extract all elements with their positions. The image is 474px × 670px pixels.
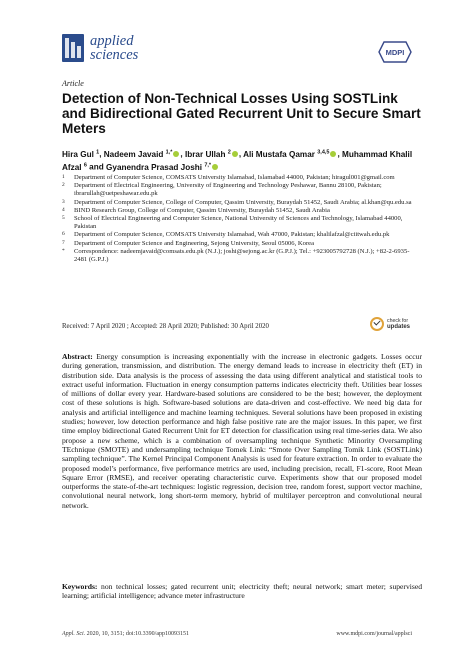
paper-title: Detection of Non-Technical Losses Using SOSTLink and Bidirectional Gated Recurrent Unit to Secure Smart Meters xyxy=(62,91,421,136)
orcid-icon[interactable] xyxy=(232,151,238,157)
page-footer xyxy=(62,631,412,637)
affiliation-item: 7 Department of Computer Science and Engineering, Sejong University, Seoul 05006, Korea xyxy=(62,239,315,247)
keywords-text: non technical losses; gated recurrent unit; electricity theft; neural network; smart meter; supervised learning; artificial intelligence; advance meter infrastructure xyxy=(62,582,422,601)
affiliation-item: 1 Department of Computer Science, COMSATS University Islamabad, Islamabad 44000, Pakistan; hiragul001@gmail.com xyxy=(62,174,395,181)
abstract-text: Energy consumption is increasing exponentially with the increase in electronic gadgets. Losses occur during generation, transmission, and distribution. The energy demand leads to increase in electricity theft (ET) in distribution side. Data analysis is the process of assessing the data using different analytical and statistical tools to extract useful information. Fluctuation in energy consumption patterns indicates electricity theft. Utilities bear losses of millions of dollar every year. Hardware-based solutions are considered to be the best; however, the deployment cost of these solutions is high. Software-based solutions are data-driven and cost-effective. We need big data for analysis and artificial intelligence and machine learning techniques. Several solutions have been proposed in existing studies; however, low detection performance and high false positive rate are the major issues. In this paper, we first time employ bidirectional Gated Recurrent Unit for ET detection for classification using real time-series data. We also propose a new scheme, which is a combination of oversampling technique Synthetic Minority Oversampling TEchnique (SMOTE) and undersampling technique Tomek Link: “Smote Over Sampling Tomik Link (SOSTLink) sampling technique”. The Kernel Principal Component Analysis is used for feature extraction. In order to evaluate the proposed model’s performance, five performance metrics are used, including precision, recall, F1-score, Root Mean Square Error (RMSE), and receiver operating characteristic curve. Experiments show that our proposed model outperforms the state-of-the-art techniques: logistic regression, decision tree, random forest, support vector machine, convolutional neural network, long short-term memory, hybrid of multilayer perceptron and convolutional neural network. xyxy=(62,352,422,510)
journal-logo[interactable] xyxy=(62,34,138,62)
journal-name: applied sciences xyxy=(90,33,139,63)
orcid-icon[interactable] xyxy=(212,164,218,170)
author: Muhammad Khalil Afzal $^6$ xyxy=(62,149,413,172)
check-updates-line1: check for xyxy=(387,318,409,324)
correspondence: * Correspondence: nadeemjavaid@comsats.edu.pk (N.J.); joshi@sejong.ac.kr (G.P.J.); Tel.: +923005792728 (N.J.); +82-2-6935-2481 (G.P.J.) xyxy=(62,247,410,264)
keywords-label: Keywords: xyxy=(62,582,98,591)
abstract xyxy=(62,352,422,510)
journal-emblem-icon xyxy=(62,34,84,62)
orcid-icon[interactable] xyxy=(330,151,336,157)
publication-dates: Received: 7 April 2020 ; Accepted: 28 April 2020; Published: 30 April 2020 xyxy=(62,323,269,330)
affiliation-item: 5 School of Electrical Engineering and Computer Science, National University of Sciences and Technology, Islamabad 44000, Pakistan xyxy=(62,215,403,231)
author: Gyanendra Prasad Joshi $^{7,*}$ xyxy=(106,163,219,172)
affiliation-item: 3 Department of Computer Science, College of Computer, Qassim University, Buraydah 51452, Saudi Arabia; al.khan@qu.edu.sa xyxy=(62,198,412,206)
author: Nadeem Javaid $^{1,*}$ xyxy=(104,150,181,159)
affiliation-item: 4 BIND Research Group, College of Computer, Qassim University, Buraydah 51452, Saudi Arabia xyxy=(62,206,330,214)
author-list: Hira Gul $^1$, Nadeem Javaid $^{1,*}$ , Ibrar Ullah $^2$ , Ali Mustafa Qamar $^{3,4,5}$ , Muhammad Khalil Afzal $^6$ and Gyanendra Prasad Joshi $^{7,*}$ xyxy=(62,149,413,172)
affiliation-item: 2 Department of Electrical Engineering, University of Engineering and Technology Peshawar, Bannu 28100, Pakistan; ibrarullah@uetpeshawar.edu.pk xyxy=(62,182,382,198)
author: Hira Gul $^1$ xyxy=(62,149,100,159)
footer-url[interactable]: www.mdpi.com/journal/applsci xyxy=(336,631,412,637)
check-for-updates-button[interactable] xyxy=(370,313,412,335)
check-updates-line2: updates xyxy=(387,324,411,330)
author: Ali Mustafa Qamar $^{3,4,5}$ xyxy=(243,150,337,159)
abstract-label: Abstract: xyxy=(62,352,93,361)
affiliation-item: 6 Department of Computer Science, COMSATS University Islamabad, Wah 47000, Pakistan; khalilafzal@ciitwah.edu.pk xyxy=(62,231,390,239)
keywords xyxy=(62,582,422,601)
footer-citation: Appl. Sci. 2020, 10, 3151; doi:10.3390/app10093151 xyxy=(62,631,190,637)
article-type: Article xyxy=(62,79,84,88)
svg-text:MDPI: MDPI xyxy=(385,48,405,57)
affiliation-list xyxy=(62,174,422,264)
orcid-icon[interactable] xyxy=(173,151,179,157)
check-updates-icon xyxy=(370,317,384,331)
mdpi-logo-icon[interactable] xyxy=(378,40,412,64)
author: Ibrar Ullah $^2$ xyxy=(185,150,239,159)
